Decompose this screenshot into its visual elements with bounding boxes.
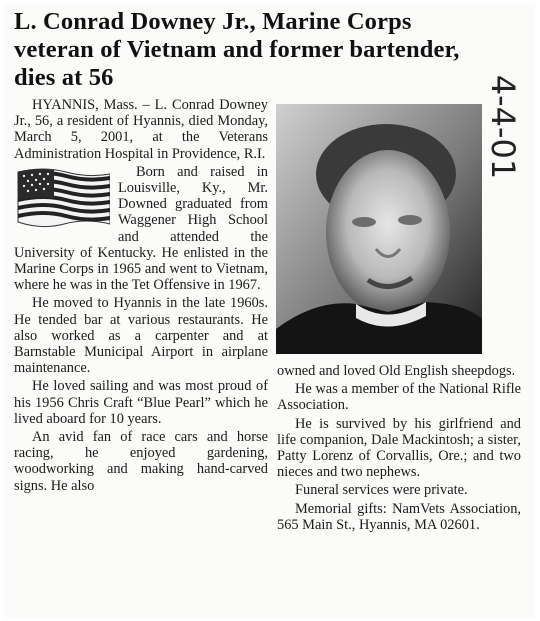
paragraph-hobbies: An avid fan of race cars and horse racing, he enjoyed gardening, woodworking and making hand-carved signs. He also (14, 429, 268, 494)
paragraph-memorial: Memorial gifts: NamVets Association, 565 Main St., Hyannis, MA 02601. (277, 500, 521, 533)
column-left (14, 97, 268, 496)
paragraph-nra: He was a member of the National Rifle Association. (277, 381, 521, 414)
column-right (277, 363, 521, 535)
paragraph-dateline: HYANNIS, Mass. – L. Conrad Downey Jr., 56, a resident of Hyannis, died Monday, March 5, 2001, at the Veterans Administration Hospital in Providence, R.I. (14, 97, 268, 162)
portrait-photo (276, 104, 482, 354)
paragraph-biography: Born and raised in Louisville, Ky., Mr. Downed graduated from Waggener High School and attended the University of Kentucky. He enlisted in the Marine Corps in 1965 and went to Vietnam, where he was in the Tet Offensive in 1967. (14, 163, 268, 294)
handwritten-date (478, 52, 528, 202)
paragraph-services: Funeral services were private. (295, 482, 468, 499)
american-flag-icon (14, 166, 110, 228)
obituary-headline: L. Conrad Downey Jr., Marine Corps veteran of Vietnam and former bartender, dies at 56 (14, 8, 460, 91)
paragraph-survivors: He is survived by his girlfriend and life companion, Dale Mackintosh; a sister, Patty Lorenz of Corvallis, Ore.; and two nieces and two nephews. (277, 415, 521, 481)
portrait-image (276, 104, 482, 354)
handwritten-date-text: 4-4-01 (484, 74, 522, 180)
paragraph-sailing: He loved sailing and was most proud of his 1956 Chris Craft “Blue Pearl” which he lived aboard for 10 years. (14, 378, 268, 427)
paragraph-career: He moved to Hyannis in the late 1960s. He tended bar at various restaurants. He also worked as a carpenter and at Barnstable Municipal Airport in airplane maintenance. (14, 295, 268, 377)
paragraph-sheepdogs: owned and loved Old English sheepdogs. (277, 363, 516, 379)
paragraph-biography-wrap (14, 164, 268, 294)
